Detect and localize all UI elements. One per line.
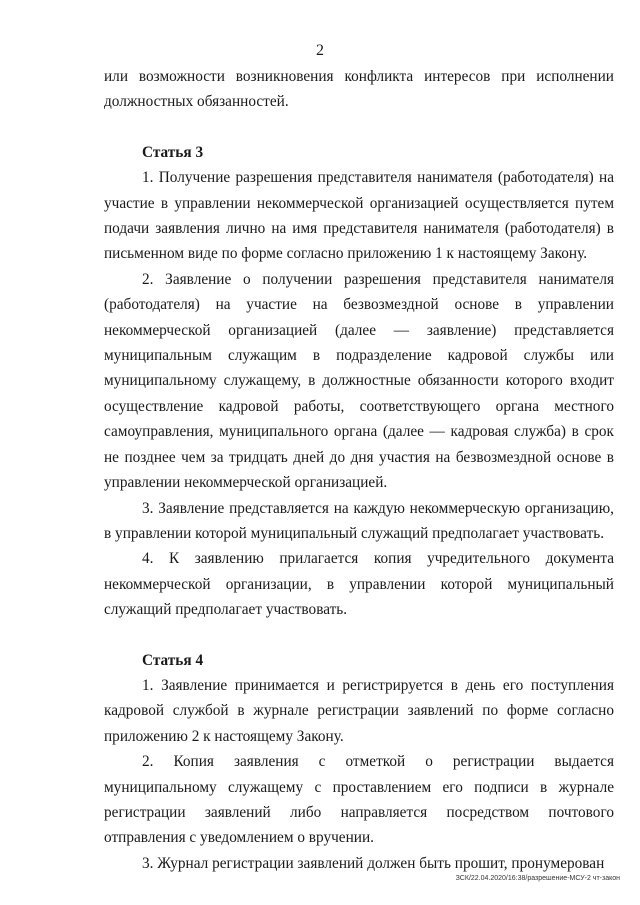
article-3-paragraph-2: 2. Заявление о получении разрешения представителя нанимателя (работодателя) на участие на безвозмездной основе в управлении некоммерческой организацией (далее — заявление) представляется муниципальным служащим в подразделение кадровой службы или муниципальному служащему, в должностные обязанности которого входит осуществление кадровой работы, соответствующего органа местного самоуправления, муниципального органа (далее — кадровая служба) в срок не позднее чем за тридцать дней до дня участия на безвозмездной основе в управлении некоммерческой организацией. [104, 270, 614, 492]
article-3-paragraph-4: 4. К заявлению прилагается копия учредительного документа некоммерческой организации, в управлении которой муниципальный служащий предполагает участвовать. [104, 550, 614, 619]
article-3-heading: Статья 3 [142, 143, 204, 161]
document-footer-code: ЗСК/22.04.2020/16:38/разрешение-МСУ-2 чт-закон [455, 875, 620, 882]
spacer [104, 623, 614, 648]
article-4-paragraph-1: 1. Заявление принимается и регистрируется в день его поступления кадровой службой в журнале регистрации заявлений по форме согласно приложению 2 к настоящему Закону. [104, 676, 614, 745]
spacer [104, 115, 614, 140]
article-3-paragraph-1: 1. Получение разрешения представителя нанимателя (работодателя) на участие в управлении некоммерческой организацией осуществляется путем подачи заявления лично на имя представителя нанимателя (работодателя) в письменном виде по форме согласно приложению 1 к настоящему Закону. [104, 169, 614, 263]
document-body [104, 64, 614, 876]
article-4-paragraph-2: 2. Копия заявления с отметкой о регистрации выдается муниципальному служащему с проставлением его подписи в журнале регистрации заявлений либо направляется посредством почтового отправления с уведомлением о вручении. [104, 753, 614, 847]
article-4-paragraph-3: 3. Журнал регистрации заявлений должен быть прошит, пронумерован [142, 854, 605, 872]
article-4-heading: Статья 4 [142, 651, 204, 669]
page-number: 2 [316, 42, 324, 59]
intro-paragraph: или возможности возникновения конфликта интересов при исполнении должностных обязанностей. [104, 68, 614, 111]
article-3-paragraph-3: 3. Заявление представляется на каждую некоммерческую организацию, в управлении которой муниципальный служащий предполагает участвовать. [104, 499, 614, 542]
